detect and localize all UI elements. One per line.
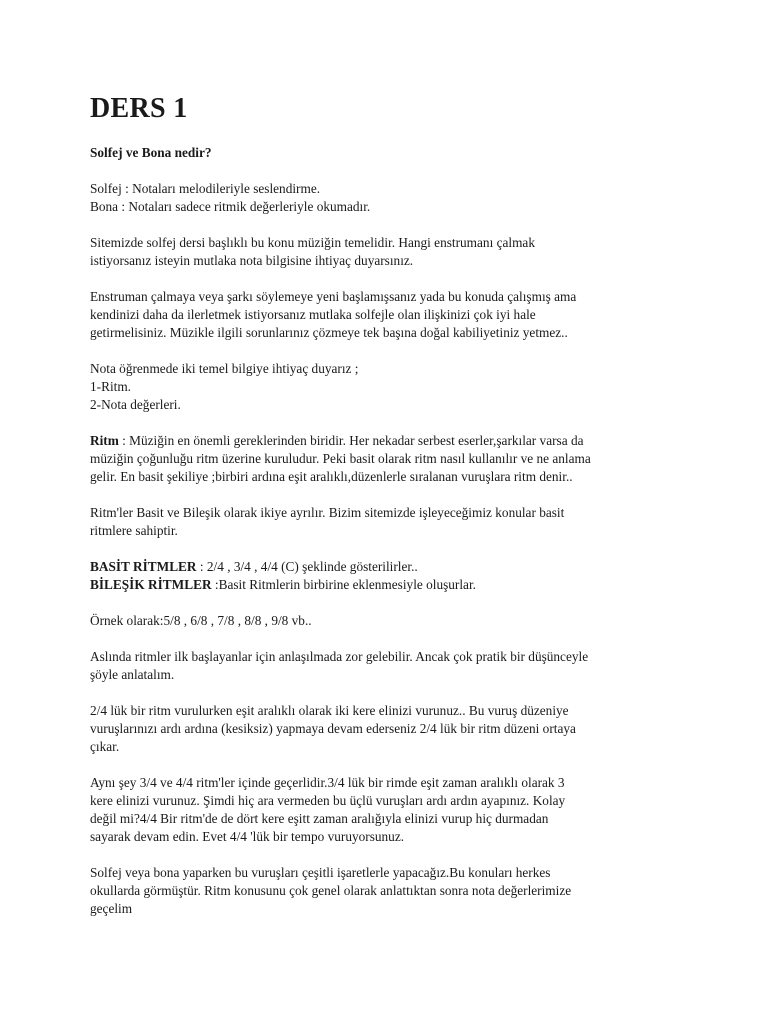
list-item-nota-degerleri: 2-Nota değerleri.	[90, 397, 181, 412]
paragraph-line: vuruşlarınızı ardı ardına (kesiksiz) yapmaya devam ederseniz 2/4 lük bir ritm düzeni ortaya	[90, 721, 576, 736]
definition-solfej: Solfej : Notaları melodileriyle seslendirme.	[90, 181, 321, 196]
paragraph-line: gelir. En basit şekiliye ;birbiri ardına eşit aralıklı,düzenlerle sıralanan vuruşlara ritm denir..	[90, 469, 573, 484]
basit-ritmler-line	[90, 558, 690, 576]
document-page	[90, 92, 690, 936]
ritm-term: Ritm	[90, 433, 119, 448]
paragraph-closing	[90, 864, 690, 918]
bilesik-ritmler-term: BİLEŞİK RİTMLER	[90, 577, 212, 592]
section-subtitle: Solfej ve Bona nedir?	[90, 145, 212, 160]
example-line: Örnek olarak:5/8 , 6/8 , 7/8 , 8/8 , 9/8 vb..	[90, 613, 312, 628]
paragraph-ritm-types	[90, 504, 690, 540]
paragraph-intro	[90, 234, 690, 270]
paragraph-line: istiyorsanız isteyin mutlaka nota bilgisine ihtiyaç duyarsınız.	[90, 253, 414, 268]
paragraph-line: Aynı şey 3/4 ve 4/4 ritm'ler içinde geçerlidir.3/4 lük bir rimde eşit zaman aralıklı olarak 3	[90, 775, 565, 790]
page-title: DERS 1	[90, 93, 188, 124]
paragraph-line: müziğin çoğunluğu ritm üzerine kuruludur. Peki basit olarak ritm nasıl kullanılır ve ne anlama	[90, 451, 591, 466]
paragraph-line: geçelim	[90, 901, 133, 916]
paragraph-basics-list	[90, 360, 690, 414]
bilesik-ritmler-text: :Basit Ritmlerin birbirine eklenmesiyle oluşurlar.	[211, 577, 476, 592]
paragraph-line: okullarda görmüştür. Ritm konusunu çok genel olarak anlattıktan sonra nota değerlerimize	[90, 883, 572, 898]
paragraph-line: ritmlere sahiptir.	[90, 523, 178, 538]
paragraph-line: değil mi?4/4 Bir ritm'de de dört kere eşitt zaman aralığıyla elinizi vurup hiç durmadan	[90, 811, 549, 826]
paragraph-line: şöyle anlatalım.	[90, 667, 175, 682]
paragraph-line: sayarak devam edin. Evet 4/4 'lük bir tempo vuruyorsunuz.	[90, 829, 405, 844]
paragraph-two-four	[90, 702, 690, 756]
paragraph-line: kendinizi daha da ilerletmek istiyorsanız mutlaka solfejle olan ilişkinizi çok iyi hale	[90, 307, 536, 322]
list-item-ritm: 1-Ritm.	[90, 379, 132, 394]
basit-ritmler-text: : 2/4 , 3/4 , 4/4 (C) şeklinde gösterilirler..	[196, 559, 418, 574]
paragraph-line: Sitemizde solfej dersi başlıklı bu konu müziğin temelidir. Hangi enstrumanı çalmak	[90, 235, 535, 250]
ritm-definition: : Müziğin en önemli gereklerinden biridir. Her nekadar serbest eserler,şarkılar varsa da	[118, 433, 584, 448]
paragraph-line: kere elinizi vurunuz. Şimdi hiç ara vermeden bu üçlü vuruşları ardı ardın ayapınız. Kolay	[90, 793, 566, 808]
definition-bona: Bona : Notaları sadece ritmik değerleriyle okumadır.	[90, 199, 371, 214]
paragraph-explanation	[90, 648, 690, 684]
paragraph-line: çıkar.	[90, 739, 120, 754]
paragraph-instrument	[90, 288, 690, 342]
paragraph-ritm	[90, 432, 690, 486]
paragraph-line: Enstruman çalmaya veya şarkı söylemeye yeni başlamışsanız yada bu konuda çalışmış ama	[90, 289, 577, 304]
paragraph-three-four	[90, 774, 690, 846]
bilesik-ritmler-line	[90, 576, 690, 594]
paragraph-line: 2/4 lük bir ritm vurulurken eşit aralıklı olarak iki kere elinizi vurunuz.. Bu vuruş düzeniye	[90, 703, 569, 718]
definitions-paragraph	[90, 180, 690, 216]
paragraph-line: Nota öğrenmede iki temel bilgiye ihtiyaç duyarız ;	[90, 361, 359, 376]
paragraph-line: Ritm'ler Basit ve Bileşik olarak ikiye ayrılır. Bizim sitemizde işleyeceğimiz konular basit	[90, 505, 565, 520]
paragraph-line: Aslında ritmler ilk başlayanlar için anlaşılmada zor gelebilir. Ancak çok pratik bir düşünceyle	[90, 649, 589, 664]
paragraph-line	[90, 432, 690, 450]
basit-ritmler-term: BASİT RİTMLER	[90, 559, 197, 574]
paragraph-ritm-categories	[90, 558, 690, 594]
paragraph-example	[90, 612, 690, 630]
paragraph-line: Solfej veya bona yaparken bu vuruşları çeşitli işaretlerle yapacağız.Bu konuları herkes	[90, 865, 551, 880]
paragraph-line: getirmelisiniz. Müzikle ilgili sorunlarınız çözmeye tek başına doğal kabiliyetiniz yetmez..	[90, 325, 568, 340]
